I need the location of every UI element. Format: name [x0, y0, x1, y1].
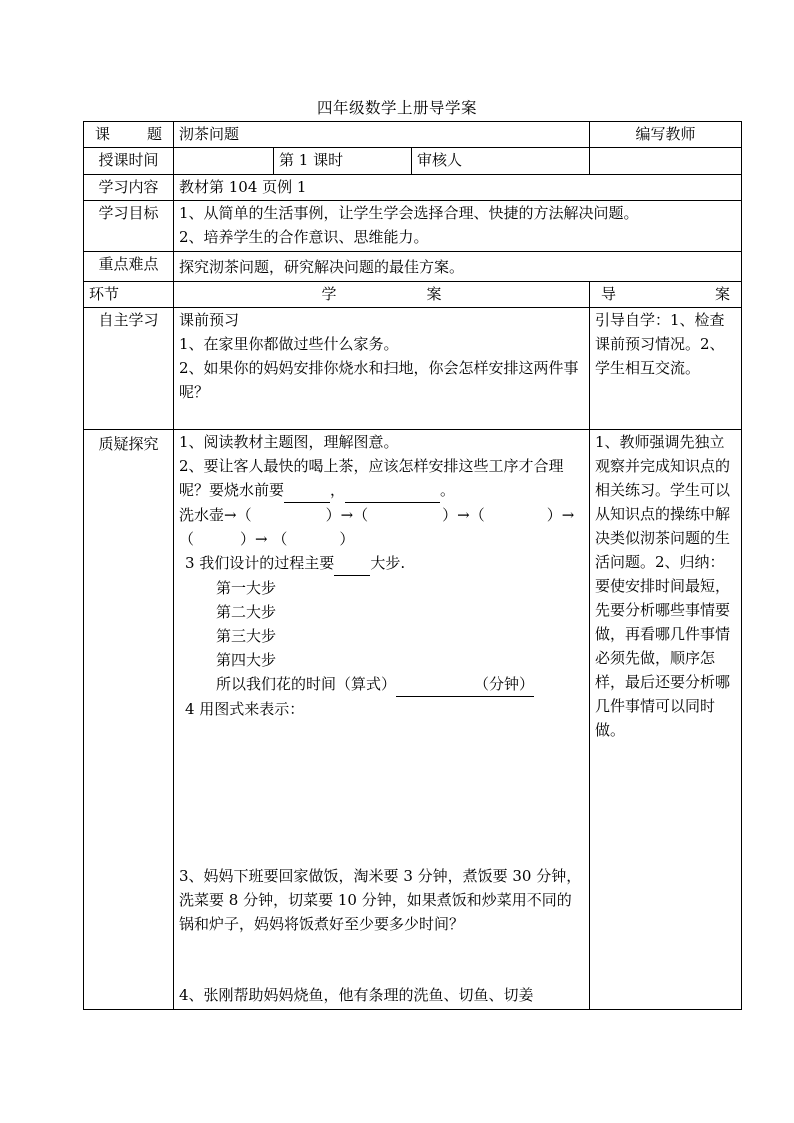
process-chain-start: 洗水壶→（ — [179, 506, 252, 524]
step-3: 第三大步 — [216, 627, 277, 645]
inquiry-line-5-end: 大步. — [370, 554, 406, 572]
goals-label: 学习目标 — [84, 201, 174, 252]
inquiry-guide: 1、教师强调先独立观察并完成知识点的相关练习。学生可以从知识点的操练中解决类似沏茶问题的生活问题。2、归纳：要使安排时间最短，先要分析哪些事情要做，再看哪几件事情必须先做，顺序怎样，最后还要分析哪几件事情可以同时做。 — [590, 430, 742, 1010]
self-study-row — [84, 308, 742, 430]
process-chain-line-1 — [179, 503, 584, 527]
inquiry-line-2-end: 。 — [440, 481, 456, 499]
topic-value: 沏茶问题 — [174, 122, 590, 148]
lesson-plan-table — [83, 121, 742, 1010]
time-row — [84, 148, 742, 175]
step-1: 第一大步 — [216, 579, 277, 597]
time-formula-unit: （分钟） — [474, 675, 535, 693]
study-header — [174, 282, 590, 308]
topic-row — [84, 122, 742, 148]
stage-header: 环节 — [84, 282, 174, 308]
self-study-content — [174, 308, 590, 430]
goal-1: 1、从简单的生活事例，让学生学会选择合理、快捷的方法解决问题。 — [179, 204, 639, 222]
inquiry-line-5 — [179, 551, 584, 576]
topic-label-char-2: 题 — [146, 125, 162, 143]
topic-label-char-1: 课 — [95, 125, 111, 143]
inquiry-row — [84, 430, 742, 1010]
column-header-row — [84, 282, 742, 308]
keypoints-value: 探究沏茶问题，研究解决问题的最佳方案。 — [174, 252, 742, 282]
answer-space-3 — [179, 936, 584, 983]
inquiry-line-5-text: 3 我们设计的过程主要 — [185, 554, 335, 572]
inquiry-line-2-comma: ， — [330, 481, 346, 499]
guide-header-char-1: 导 — [601, 285, 617, 303]
document-title: 四年级数学上册导学案 — [316, 99, 477, 117]
goals-cell — [174, 201, 742, 252]
blank-before-boil-1 — [284, 478, 330, 503]
self-study-guide: 引导自学：1、检查课前预习情况。2、学生相互交流。 — [590, 308, 742, 430]
step-2: 第二大步 — [216, 603, 277, 621]
study-header-char-2: 案 — [426, 285, 442, 303]
goal-2: 2、培养学生的合作意识、思维能力。 — [179, 228, 429, 246]
inquiry-line-1: 1、阅读教材主题图，理解图意。 — [179, 433, 399, 451]
guide-header-char-2: 案 — [714, 285, 730, 303]
content-value: 教材第 104 页例 1 — [174, 175, 742, 201]
process-chain-line-2 — [179, 527, 584, 551]
diagram-space — [179, 721, 584, 864]
reviewer-label: 审核人 — [412, 148, 590, 175]
study-header-char-1: 学 — [321, 285, 337, 303]
process-chain-close: ） — [339, 530, 355, 548]
process-chain-sep-3: ）→ （ — [240, 530, 288, 548]
reviewer-value — [590, 148, 742, 175]
inquiry-content — [174, 430, 590, 1010]
keypoints-row — [84, 252, 742, 282]
inquiry-line-2-text: 2、要让客人最快的喝上茶，应该怎样安排这些工序才合理呢？要烧水前要 — [179, 457, 564, 499]
time-value — [174, 148, 274, 175]
self-study-line-2: 1、在家里你都做过些什么家务。 — [179, 335, 399, 353]
inquiry-line-7: 4 用图式来表示： — [185, 700, 305, 718]
time-label: 授课时间 — [84, 148, 174, 175]
keypoints-label: 重点难点 — [84, 252, 174, 282]
question-3: 3、妈妈下班要回家做饭，淘米要 3 分钟，煮饭要 30 分钟，洗菜要 8 分钟，切菜要 10 分钟，如果煮饭和炒菜用不同的锅和炉子，妈妈将饭煮好至少要多少时间？ — [179, 867, 582, 933]
process-chain-sep-1: ）→（ — [325, 506, 369, 524]
process-chain-sep-2: ）→（ — [442, 506, 485, 524]
blank-step-count — [334, 551, 370, 576]
process-chain-open: （ — [179, 530, 195, 548]
content-row — [84, 175, 742, 201]
editor-label: 编写教师 — [590, 122, 742, 148]
inquiry-label: 质疑探究 — [84, 430, 174, 1010]
time-formula-blank — [396, 672, 534, 697]
content-label: 学习内容 — [84, 175, 174, 201]
self-study-line-3: 2、如果你的妈妈安排你烧水和扫地，你会怎样安排这两件事呢？ — [179, 359, 579, 401]
process-chain-end: ）→ — [546, 506, 575, 524]
period-value: 第 1 课时 — [274, 148, 412, 175]
blank-before-boil-2 — [345, 478, 440, 503]
time-formula-line — [179, 672, 584, 697]
self-study-line-1: 课前预习 — [179, 311, 240, 329]
topic-label-cell — [84, 122, 174, 148]
step-4: 第四大步 — [216, 651, 277, 669]
time-formula-label: 所以我们花的时间（算式） — [216, 675, 397, 693]
guide-header — [590, 282, 742, 308]
goals-row — [84, 201, 742, 252]
self-study-label: 自主学习 — [84, 308, 174, 430]
question-4: 4、张刚帮助妈妈烧鱼，他有条理的洗鱼、切鱼、切姜 — [179, 986, 534, 1004]
inquiry-line-2 — [179, 454, 584, 503]
